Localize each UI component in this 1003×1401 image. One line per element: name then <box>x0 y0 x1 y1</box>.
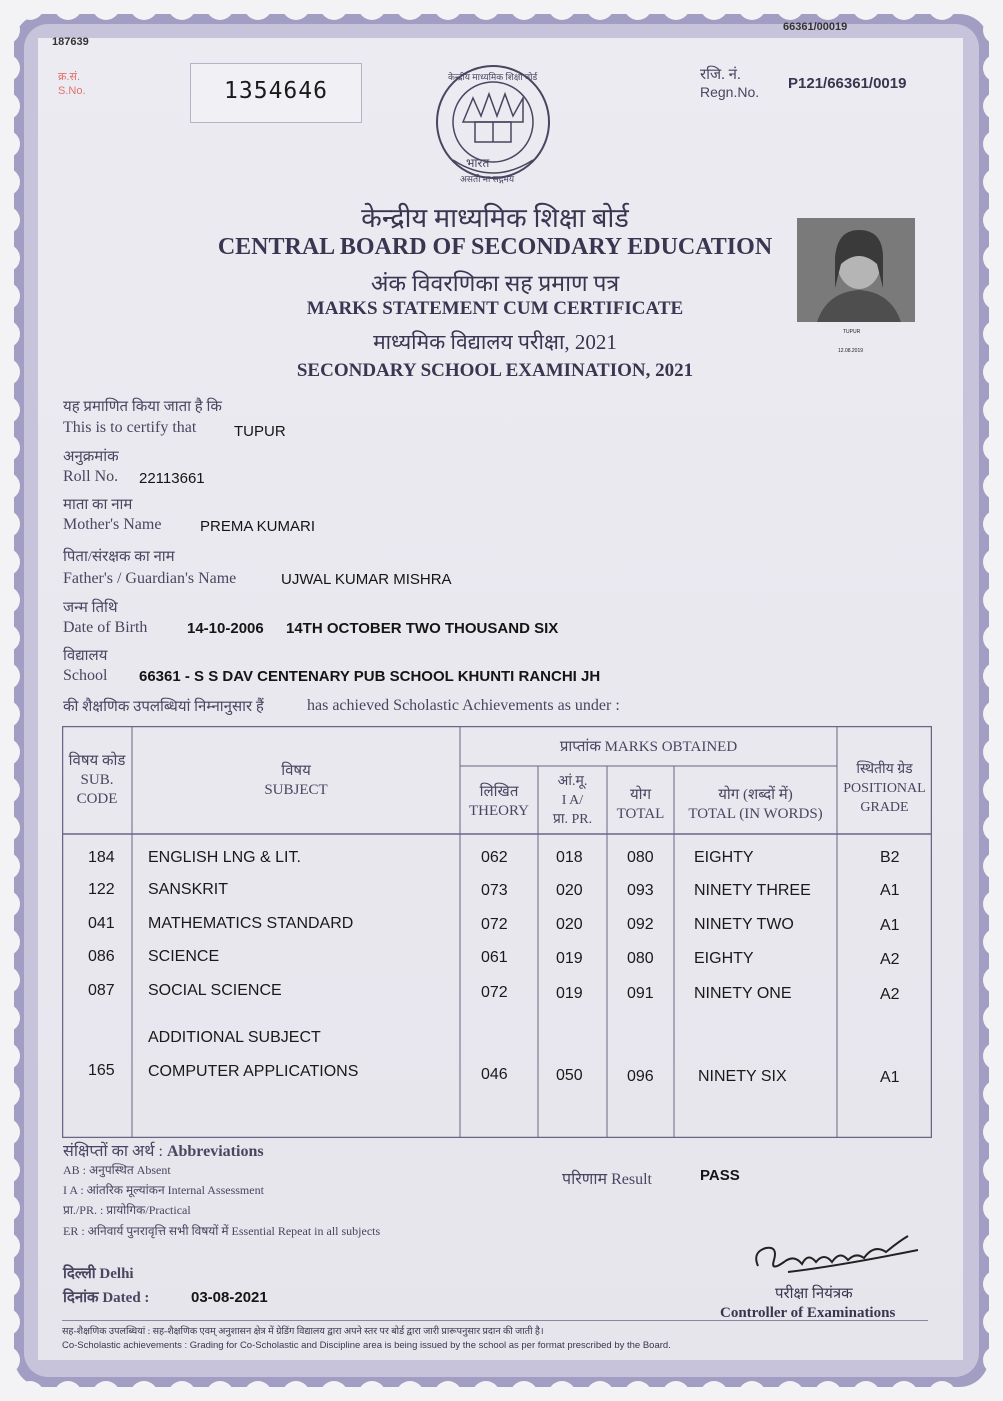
row-code: 041 <box>88 915 115 932</box>
roll-hi: अनुक्रमांक <box>63 449 119 465</box>
exam-title-en: SECONDARY SCHOOL EXAMINATION, 2021 <box>296 360 694 381</box>
header-marks-en: MARKS OBTAINED <box>604 739 738 755</box>
row-ia: 019 <box>556 950 583 967</box>
place <box>63 1263 134 1283</box>
header-ia-pr: प्रा. PR. <box>552 812 593 827</box>
dob-en: Date of Birth <box>63 619 148 636</box>
seal-bottom-text: भारत <box>466 156 490 170</box>
school-value: 66361 - S S DAV CENTENARY PUB SCHOOL KHUNTI RANCHI JH <box>139 668 601 685</box>
mother-en: Mother's Name <box>63 516 162 533</box>
controller-en: Controller of Examinations <box>720 1305 896 1321</box>
header-subject-en: SUBJECT <box>264 782 328 798</box>
dob-value: 14-10-2006 <box>187 620 264 637</box>
row-theory: 046 <box>481 1066 508 1083</box>
board-title-en: CENTRAL BOARD OF SECONDARY EDUCATION <box>217 234 773 260</box>
top-right-number: 66361/00019 <box>783 21 848 33</box>
roll-en: Roll No. <box>63 468 119 485</box>
header-total-en: TOTAL <box>616 806 665 822</box>
candidate-name: TUPUR <box>234 423 286 440</box>
row-grade: A1 <box>880 1069 900 1086</box>
row-ia: 050 <box>556 1067 583 1084</box>
abbreviations-title-hi: संक्षिप्तों का अर्थ : <box>63 1143 163 1160</box>
serial-number-box <box>190 63 362 123</box>
abbr-ab: AB : अनुपस्थित Absent <box>63 1163 171 1177</box>
row-code: 184 <box>88 849 115 866</box>
header-code-en2: CODE <box>76 791 118 807</box>
dob-words: 14TH OCTOBER TWO THOUSAND SIX <box>286 620 559 637</box>
header-words-en: TOTAL (IN WORDS) <box>688 806 823 822</box>
row-grade: A1 <box>880 882 900 899</box>
abbr-pr: प्रा./PR. : प्रायोगिक/Practical <box>63 1203 191 1217</box>
row-words: EIGHTY <box>694 849 754 866</box>
header-code-hi: विषय कोड <box>68 753 126 769</box>
row-subject: COMPUTER APPLICATIONS <box>148 1063 359 1080</box>
result-label <box>562 1167 652 1189</box>
row-words: NINETY SIX <box>698 1068 787 1085</box>
header-grade-hi: स्थितीय ग्रेड <box>856 762 913 777</box>
row-grade: A1 <box>880 917 900 934</box>
header-ia-en: I A/ <box>561 793 584 808</box>
row-theory: 072 <box>481 984 508 1001</box>
father-name: UJWAL KUMAR MISHRA <box>281 571 452 588</box>
row-subject: SCIENCE <box>148 948 220 965</box>
school-hi: विद्यालय <box>63 648 108 664</box>
row-words: EIGHTY <box>694 950 754 967</box>
achieved-en: has achieved Scholastic Achievements as under : <box>307 697 620 714</box>
header-ia <box>538 772 607 829</box>
row-subject: ENGLISH LNG & LIT. <box>148 849 301 866</box>
abbreviations-title-en: Abbreviations <box>166 1143 264 1160</box>
row-theory: 073 <box>481 882 508 899</box>
row-words: NINETY ONE <box>694 985 792 1002</box>
row-theory: 072 <box>481 916 508 933</box>
header-code <box>62 752 132 809</box>
place-en: Delhi <box>99 1266 134 1282</box>
exam-title-hi: माध्यमिक विद्यालय परीक्षा, 2021 <box>373 330 617 354</box>
header-theory-hi: लिखित <box>479 784 519 800</box>
regn-number: P121/66361/0019 <box>788 75 907 92</box>
row-total: 080 <box>627 849 654 866</box>
row-total: 092 <box>627 916 654 933</box>
row-words: NINETY TWO <box>694 916 794 933</box>
serial-number: 1354646 <box>224 78 328 104</box>
certify-hi: यह प्रमाणित किया जाता है कि <box>63 399 222 415</box>
controller-signature <box>748 1222 928 1286</box>
result-label-en: Result <box>611 1171 652 1188</box>
abbreviations-title <box>63 1139 264 1161</box>
place-hi: दिल्ली <box>63 1266 96 1282</box>
additional-subject-label: ADDITIONAL SUBJECT <box>148 1029 321 1046</box>
header-grade <box>837 760 932 817</box>
dated-value: 03-08-2021 <box>191 1289 268 1306</box>
row-theory: 061 <box>481 949 508 966</box>
row-grade: A2 <box>880 986 900 1003</box>
father-en: Father's / Guardian's Name <box>63 570 237 587</box>
header-subject-hi: विषय <box>281 763 311 779</box>
red-stamp-line2: S.No. <box>58 85 86 97</box>
mother-hi: माता का नाम <box>63 497 133 513</box>
header-grade-en1: POSITIONAL <box>843 781 926 796</box>
doc-title-en: MARKS STATEMENT CUM CERTIFICATE <box>306 298 684 319</box>
header-theory <box>460 783 538 821</box>
header-code-en1: SUB. <box>80 772 114 788</box>
row-code: 165 <box>88 1062 115 1079</box>
header-grade-en2: GRADE <box>860 800 909 815</box>
seal-motto: असतो मा सद्गमय <box>460 174 515 184</box>
row-ia: 020 <box>556 916 583 933</box>
father-hi: पिता/संरक्षक का नाम <box>63 549 175 565</box>
doc-title-hi: अंक विवरणिका सह प्रमाण पत्र <box>370 271 620 296</box>
header-ia-hi: आं.मू. <box>557 774 588 789</box>
row-grade: B2 <box>880 849 900 866</box>
board-title-hi: केन्द्रीय माध्यमिक शिक्षा बोर्ड <box>361 203 629 233</box>
row-total: 091 <box>627 985 654 1002</box>
roll-number: 22113661 <box>139 470 205 487</box>
header-marks-hi: प्राप्तांक <box>559 739 601 755</box>
seal-hindi-text: केन्द्रीय माध्यमिक शिक्षा बोर्ड <box>448 72 538 82</box>
header-words <box>674 786 837 824</box>
photo-date-caption: 12.08.2019 <box>838 348 864 354</box>
row-code: 122 <box>88 881 115 898</box>
header-theory-en: THEORY <box>469 803 529 819</box>
top-left-number: 187639 <box>52 36 89 48</box>
row-ia: 019 <box>556 985 583 1002</box>
coscholastic-hi: सह-शैक्षणिक उपलब्धियां : सह-शैक्षणिक एवम् अनुशासन क्षेत्र में ग्रेडिंग विद्यालय द्वारा अपने स्तर पर बोर्ड द्वारा जारी प्रारूपनुसार प्रदान की जाती है। <box>62 1327 544 1337</box>
dob-hi: जन्म तिथि <box>63 600 118 616</box>
controller-hi: परीक्षा नियंत्रक <box>775 1286 853 1302</box>
result-value: PASS <box>700 1167 740 1184</box>
red-stamp <box>58 70 86 98</box>
header-words-hi: योग (शब्दों में) <box>718 787 793 803</box>
abbr-ia: I A : आंतरिक मूल्यांकन Internal Assessment <box>63 1183 264 1197</box>
school-en: School <box>63 667 108 684</box>
row-code: 087 <box>88 982 115 999</box>
header-total-hi: योग <box>629 787 652 803</box>
certify-en: This is to certify that <box>63 419 197 436</box>
row-code: 086 <box>88 948 115 965</box>
row-ia: 018 <box>556 849 583 866</box>
dated-en: Dated : <box>102 1290 150 1306</box>
header-subject <box>132 762 460 800</box>
regn-label-hi: रजि. नं. <box>700 67 741 83</box>
dated-hi: दिनांक <box>63 1290 99 1306</box>
header-total <box>607 786 674 824</box>
row-total: 080 <box>627 950 654 967</box>
candidate-photo <box>797 218 915 322</box>
row-words: NINETY THREE <box>694 882 811 899</box>
mother-name: PREMA KUMARI <box>200 518 316 535</box>
achieved-hi: की शैक्षणिक उपलब्धियां निम्नानुसार हैं <box>63 699 264 715</box>
row-ia: 020 <box>556 882 583 899</box>
red-stamp-line1: क्र.सं. <box>58 71 80 83</box>
row-total: 093 <box>627 882 654 899</box>
regn-label-en: Regn.No. <box>700 84 760 100</box>
photo-name-caption: TUPUR <box>843 329 861 335</box>
result-label-hi: परिणाम <box>562 1171 608 1188</box>
header-marks <box>460 738 837 757</box>
footer-divider <box>62 1320 928 1321</box>
row-subject: SANSKRIT <box>148 881 229 898</box>
coscholastic-en: Co-Scholastic achievements : Grading for Co-Scholastic and Discipline area is being issued by the school as per format prescribed by the Board. <box>62 1340 671 1351</box>
row-total: 096 <box>627 1068 654 1085</box>
row-grade: A2 <box>880 951 900 968</box>
row-theory: 062 <box>481 849 508 866</box>
dated-label <box>63 1287 149 1307</box>
abbr-er: ER : अनिवार्य पुनरावृत्ति सभी विषयों में Essential Repeat in all subjects <box>63 1224 381 1238</box>
row-subject: SOCIAL SCIENCE <box>148 982 282 999</box>
row-subject: MATHEMATICS STANDARD <box>148 915 354 932</box>
